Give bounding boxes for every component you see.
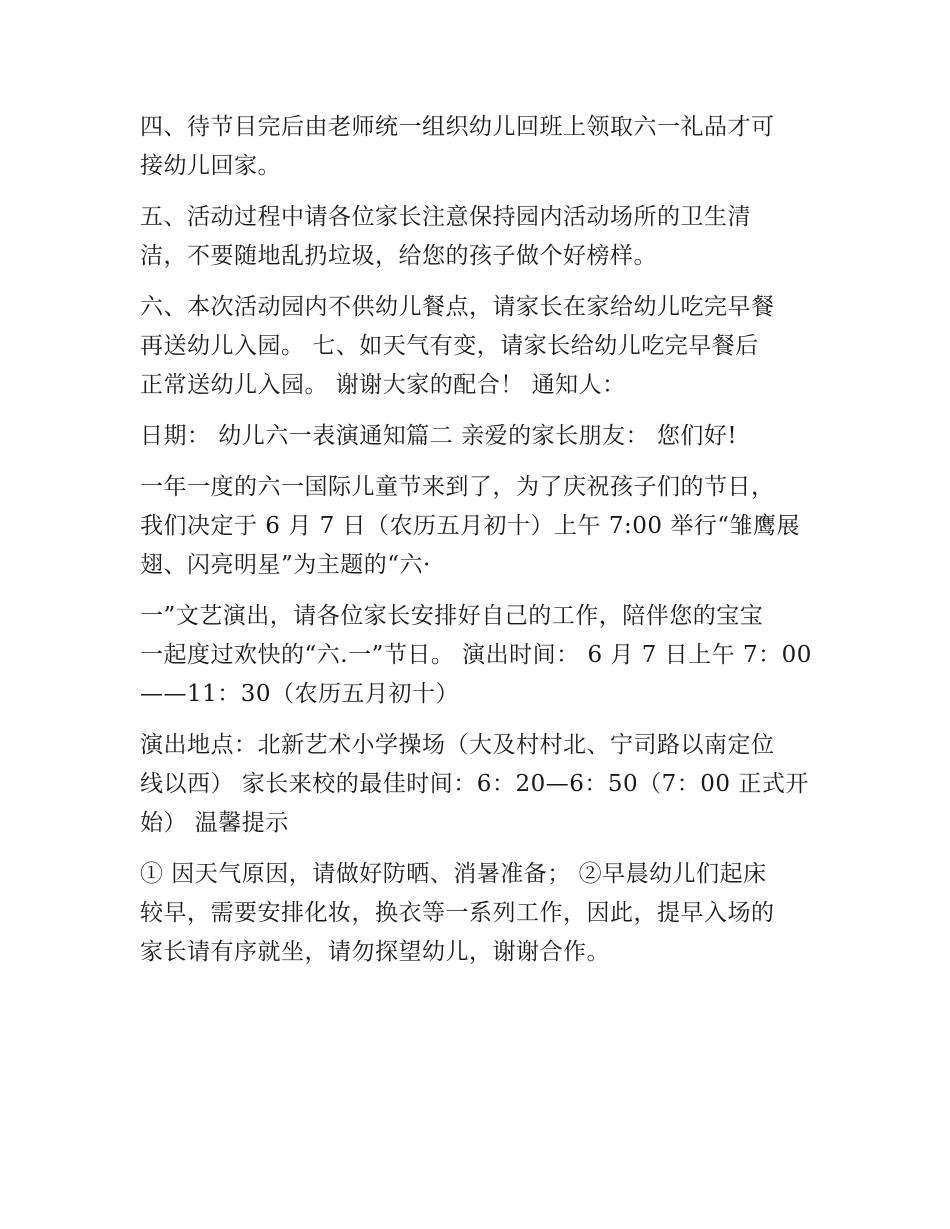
document-line: 始） 温馨提示 (140, 810, 289, 836)
document-line: 一起度过欢快的“六.一”节日。 演出时间： 6 月 7 日上午 7：00 (140, 642, 812, 668)
document-line: ——11：30（农历五月初十） (140, 681, 460, 707)
document-line: 四、待节目完后由老师统一组织幼儿回班上领取六一礼品才可 (140, 114, 775, 140)
document-line: 一”文艺演出，请各位家长安排好自己的工作，陪伴您的宝宝 (140, 603, 764, 629)
document-line: 正常送幼儿入园。 谢谢大家的配合！ 通知人： (140, 372, 626, 398)
document-line: 我们决定于 6 月 7 日（农历五月初十）上午 7:00 举行“雏鹰展 (140, 513, 801, 539)
document-line: 六、本次活动园内不供幼儿餐点，请家长在家给幼儿吃完早餐 (140, 294, 775, 320)
document-line: 五、活动过程中请各位家长注意保持园内活动场所的卫生清 (140, 204, 751, 230)
document-line: 家长请有序就坐，请勿探望幼儿，谢谢合作。 (140, 939, 610, 965)
document-line: 较早，需要安排化妆，换衣等一系列工作，因此，提早入场的 (140, 900, 775, 926)
document-line: 线以西） 家长来校的最佳时间：6：20—6：50（7：00 正式开 (140, 771, 809, 797)
document-line: 一年一度的六一国际儿童节来到了，为了庆祝孩子们的节日， (140, 474, 775, 500)
document-line: 再送幼儿入园。 七、如天气有变，请家长给幼儿吃完早餐后 (140, 333, 759, 359)
document-line: 洁，不要随地乱扔垃圾，给您的孩子做个好榜样。 (140, 243, 657, 269)
document-line: 日期： 幼儿六一表演通知篇二 亲爱的家长朋友： 您们好! (140, 423, 738, 449)
document-line: 翅、闪亮明星”为主题的“六· (140, 552, 431, 578)
document-line: ① 因天气原因，请做好防晒、消暑准备； ②早晨幼儿们起床 (140, 861, 767, 887)
document-line: 演出地点：北新艺术小学操场（大及村村北、宁司路以南定位 (140, 732, 775, 758)
document-line: 接幼儿回家。 (140, 153, 281, 179)
document-body (140, 108, 820, 972)
